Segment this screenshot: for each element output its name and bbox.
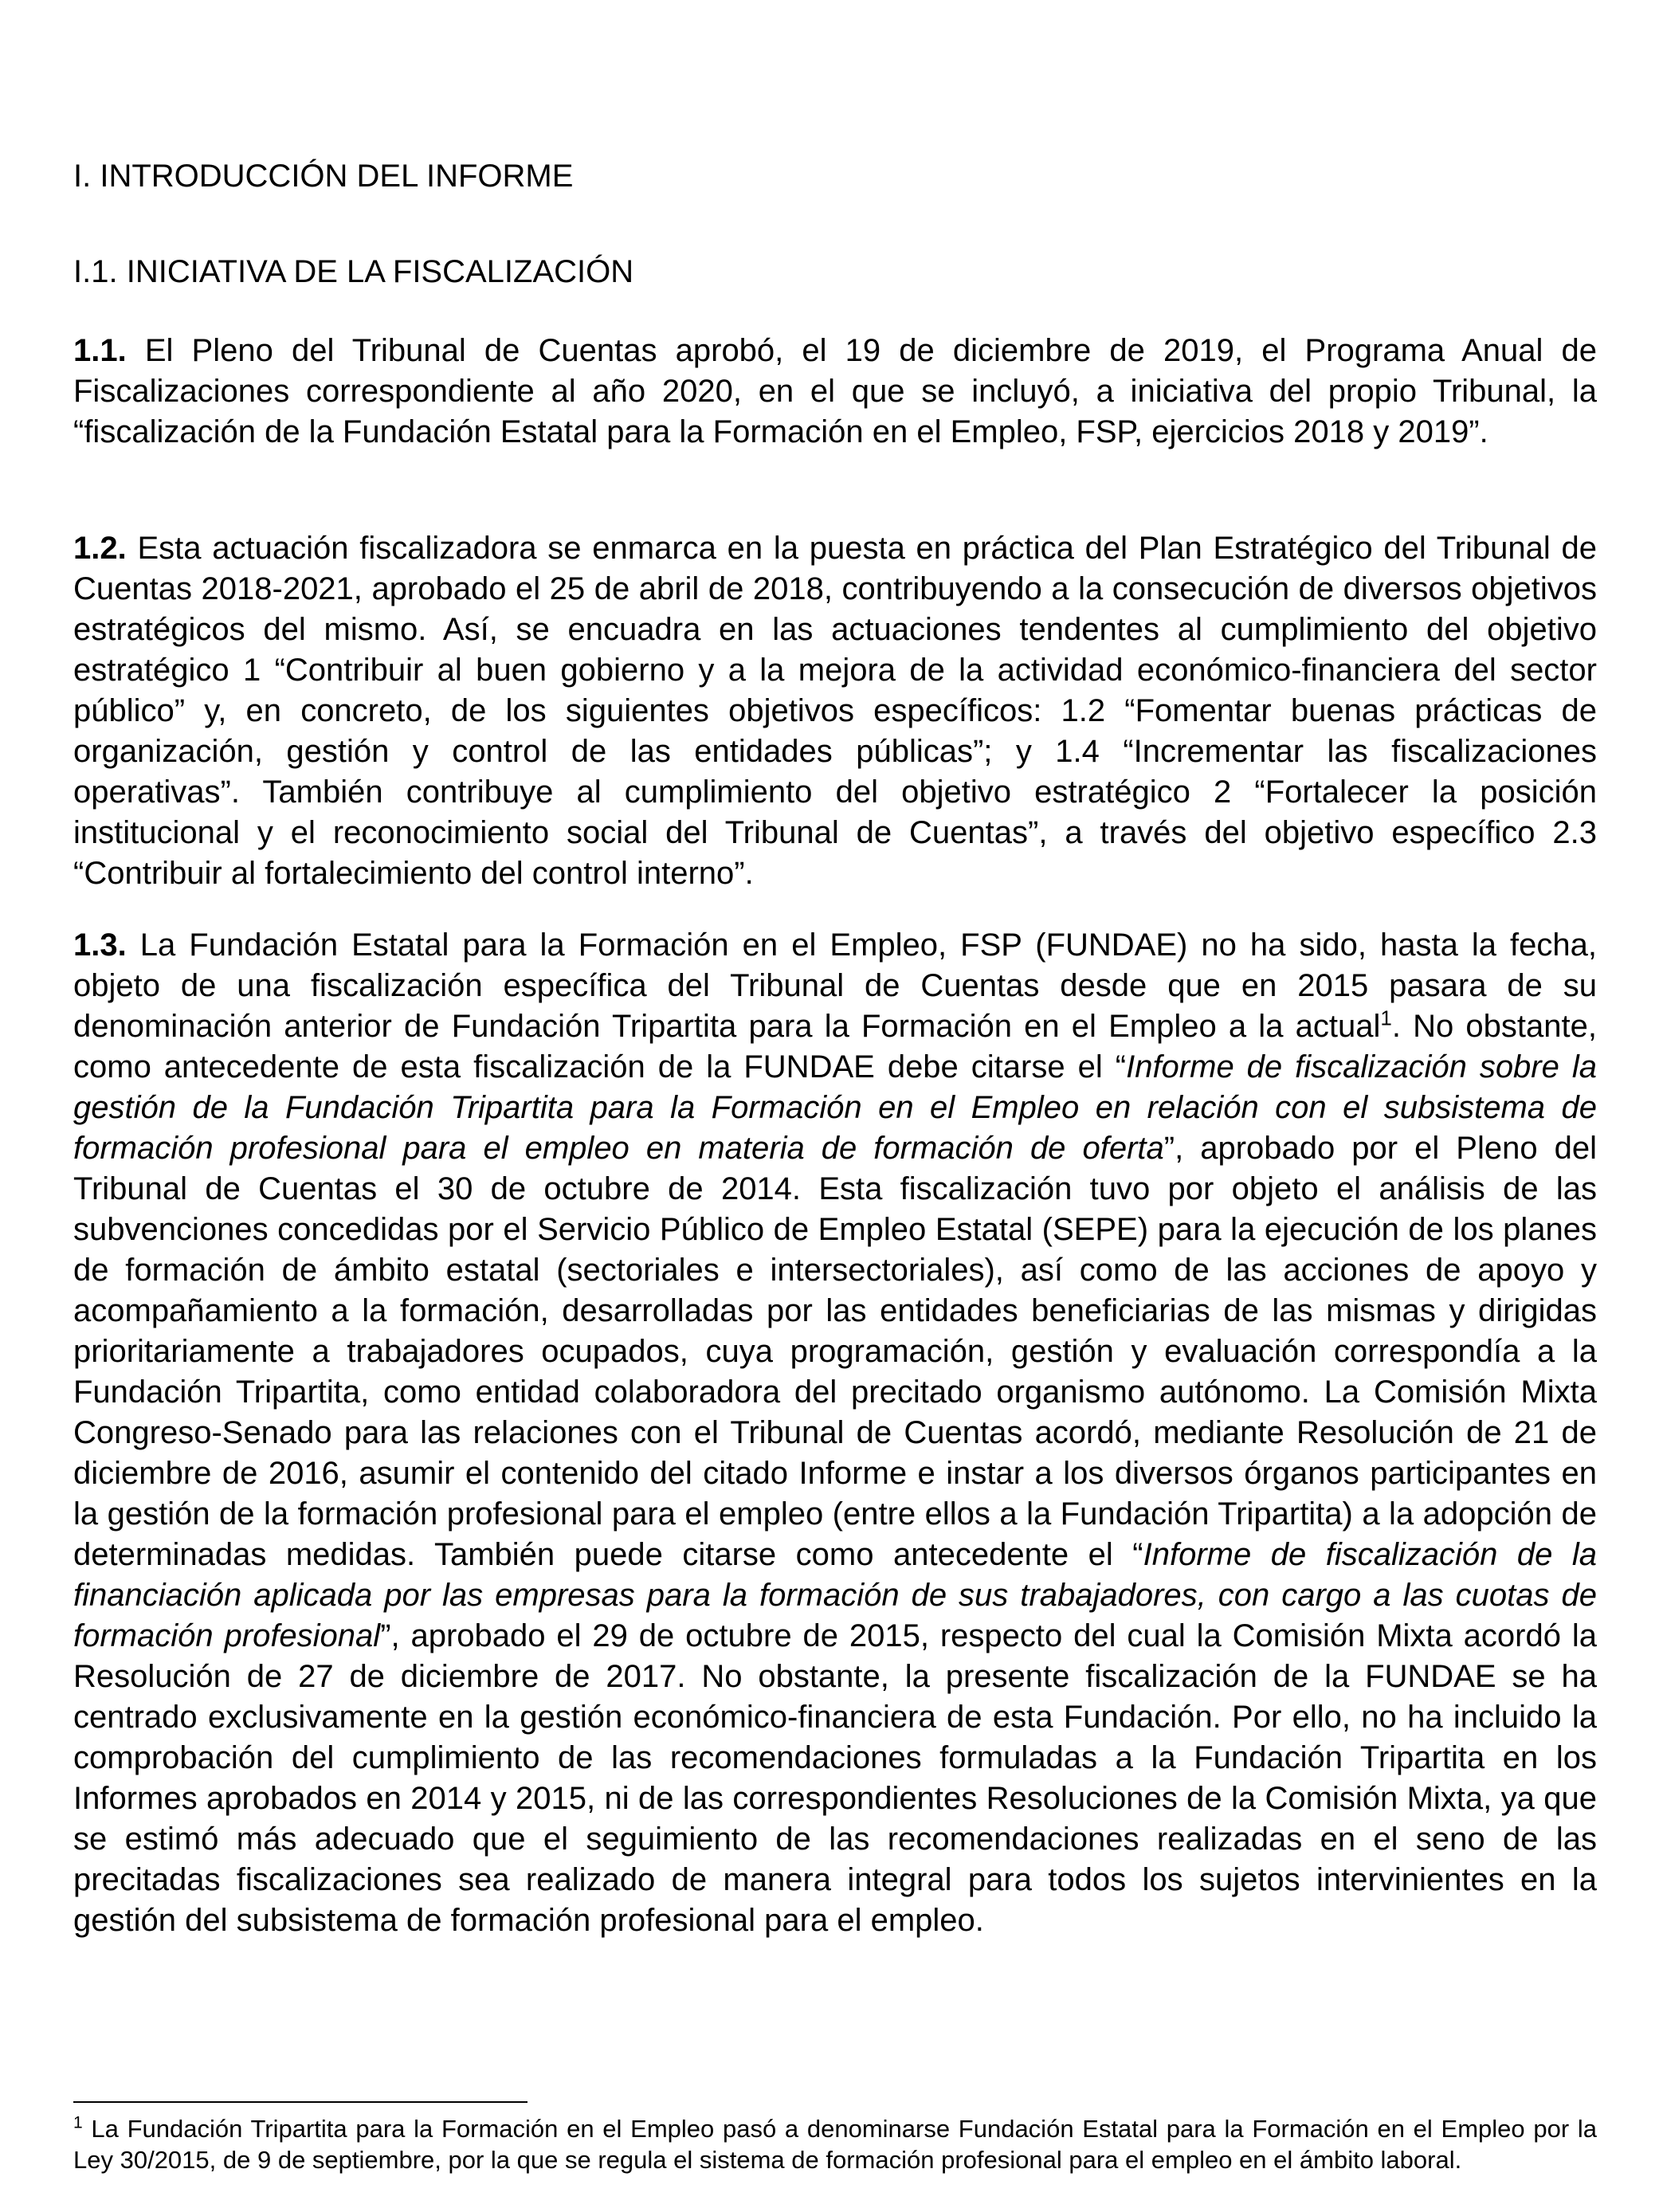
paragraph-text: . No obstante, como antecedente de esta fiscalización de la FUNDAE debe citarse el “ <box>73 1009 1597 1084</box>
paragraph-text: ”, aprobado por el Pleno del Tribunal de Cuentas el 30 de octubre de 2014. Esta fiscalización tuvo por objeto el análisis de las subvenciones concedidas por el Servicio Público de Empleo Estatal (SEPE) para la ejecución de los planes de formación de ámbito estatal (sectoriales e intersectoriales), así como de las acciones de apoyo y acompañamiento a la formación, desarrolladas por las entidades beneficiarias de las mismas y dirigidas prioritariamente a trabajadores ocupados, cuya programación, gestión y evaluación correspondía a la Fundación Tripartita, como entidad colaboradora del precitado organismo autónomo. La Comisión Mixta Congreso-Senado para las relaciones con el Tribunal de Cuentas acordó, mediante Resolución de 21 de diciembre de 2016, asumir el contenido del citado Informe e instar a los diversos órganos participantes en la gestión de la formación profesional para el empleo (entre ellos a la Fundación Tripartita) a la adopción de determinadas medidas. También puede citarse como antecedente el “ <box>73 1131 1598 1572</box>
paragraph-1-2 <box>73 528 1597 894</box>
footnote-reference[interactable]: 1 <box>1380 1006 1392 1030</box>
paragraph-1-3 <box>73 925 1597 1941</box>
paragraph-text: Esta actuación fiscalizadora se enmarca en la puesta en práctica del Plan Estratégico del Tribunal de Cuentas 2018-2021, aprobado el 25 de abril de 2018, contribuyendo a la consecución de diversos objetivos estratégicos del mismo. Así, se encuadra en las actuaciones tendentes al cumplimiento del objetivo estratégico 1 “Contribuir al buen gobierno y a la mejora de la actividad económico-financiera del sector público” y, en concreto, de los siguientes objetivos específicos: 1.2 “Fomentar buenas prácticas de organización, gestión y control de las entidades públicas”; y 1.4 “Incrementar las fiscalizaciones operativas”. También contribuye al cumplimiento del objetivo estratégico 2 “Fortalecer la posición institucional y el reconocimiento social del Tribunal de Cuentas”, a través del objetivo específico 2.3 “Contribuir al fortalecimiento del control interno”. <box>73 531 1597 891</box>
footnote-mark: 1 <box>73 2113 83 2132</box>
paragraph-number: 1.2. <box>73 531 127 566</box>
paragraph-number: 1.3. <box>73 928 127 963</box>
subsection-heading: I.1. INICIATIVA DE LA FISCALIZACIÓN <box>73 254 634 289</box>
paragraph-text: La Fundación Estatal para la Formación en el Empleo, FSP (FUNDAE) no ha sido, hasta la fecha, objeto de una fiscalización específica del Tribunal de Cuentas desde que en 2015 pasara de su denominación anterior de Fundación Tripartita para la Formación en el Empleo a la actual <box>73 928 1597 1044</box>
paragraph-1-1 <box>73 331 1597 453</box>
document-page <box>73 0 1597 2212</box>
footnote-text: La Fundación Tripartita para la Formación en el Empleo pasó a denominarse Fundación Estatal para la Formación en el Empleo por la Ley 30/2015, de 9 de septiembre, por la que se regula el sistema de formación profesional para el empleo en el ámbito laboral. <box>73 2115 1597 2174</box>
section-heading: I. INTRODUCCIÓN DEL INFORME <box>73 159 574 194</box>
paragraph-number: 1.1. <box>73 333 127 368</box>
paragraph-text: El Pleno del Tribunal de Cuentas aprobó, el 19 de diciembre de 2019, el Programa Anual de Fiscalizaciones correspondiente al año 2020, en el que se incluyó, a iniciativa del propio Tribunal, la “fiscalización de la Fundación Estatal para la Formación en el Empleo, FSP, ejercicios 2018 y 2019”. <box>73 333 1597 449</box>
cited-report-title: Informe de fiscalización de la financiación aplicada por las empresas para la formación de sus trabajadores, con cargo a las cuotas de formación profesional <box>73 1537 1598 1653</box>
paragraph-text: ”, aprobado el 29 de octubre de 2015, respecto del cual la Comisión Mixta acordó la Resolución de 27 de diciembre de 2017. No obstante, la presente fiscalización de la FUNDAE se ha centrado exclusivamente en la gestión económico-financiera de esta Fundación. Por ello, no ha incluido la comprobación del cumplimiento de las recomendaciones formuladas a la Fundación Tripartita en los Informes aprobados en 2014 y 2015, ni de las correspondientes Resoluciones de la Comisión Mixta, ya que se estimó más adecuado que el seguimiento de las recomendaciones realizadas en el seno de las precitadas fiscalizaciones sea realizado de manera integral para todos los sujetos intervinientes en la gestión del subsistema de formación profesional para el empleo. <box>73 1618 1597 1938</box>
footnote-divider <box>73 2101 528 2103</box>
footnote <box>73 2113 1597 2175</box>
cited-report-title: Informe de fiscalización sobre la gestión de la Fundación Tripartita para la Formación en el Empleo en relación con el subsistema de formación profesional para el empleo en materia de formación de oferta <box>73 1049 1598 1166</box>
